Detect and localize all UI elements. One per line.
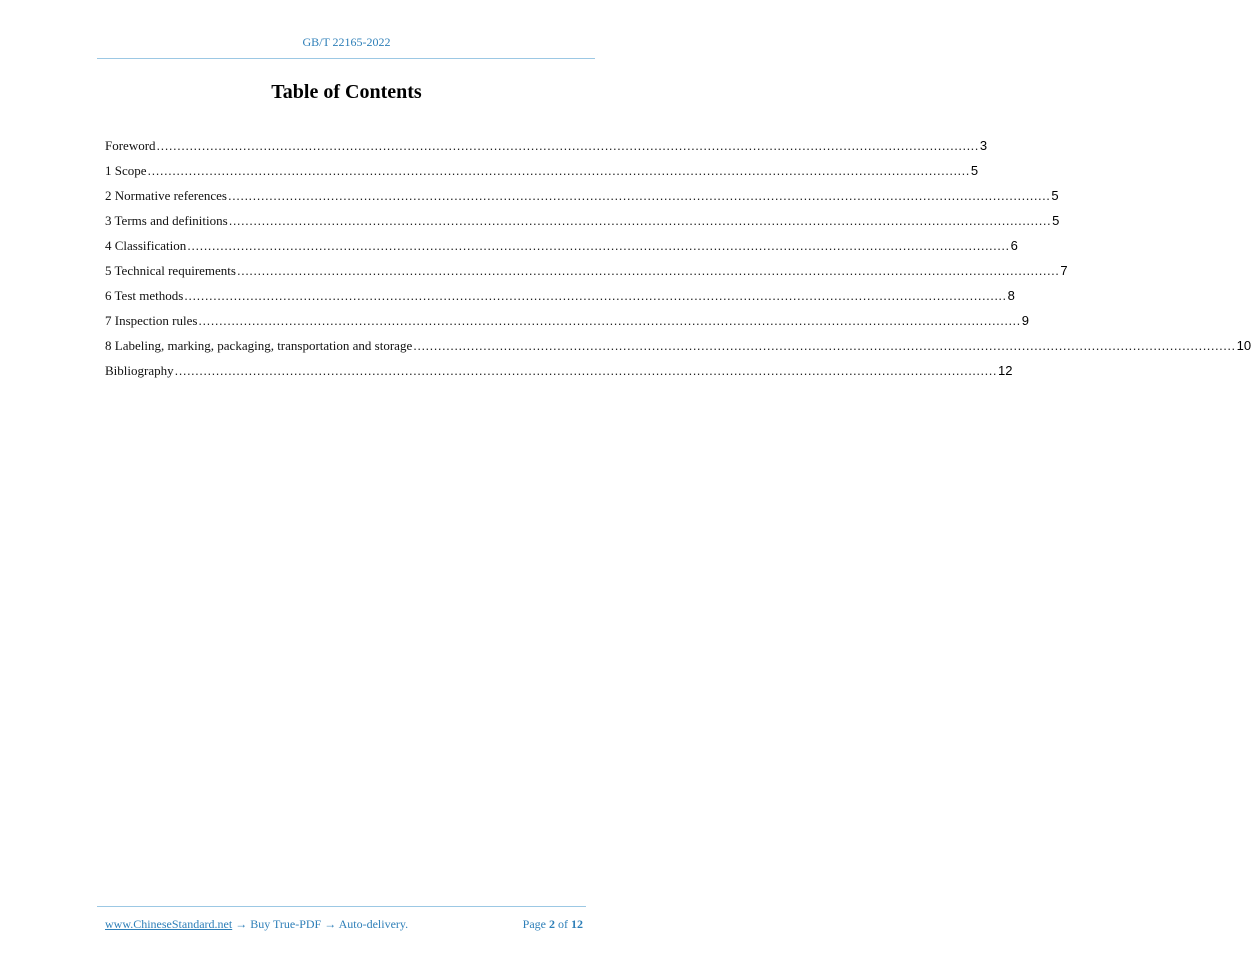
of-word: of: [558, 917, 568, 931]
dot-leader: ........................................................................................................................................................................................................: [184, 288, 1007, 303]
toc-entry-classification[interactable]: [105, 237, 1018, 262]
header-divider: [97, 58, 595, 59]
toc-entry-test-methods[interactable]: [105, 287, 1015, 312]
toc-entry-bibliography[interactable]: [105, 362, 1013, 387]
table-of-contents: [105, 137, 1251, 387]
toc-entry-label: Bibliography: [105, 363, 174, 378]
toc-entry-page: 9: [1021, 313, 1030, 328]
toc-entry-technical-requirements[interactable]: [105, 262, 1068, 287]
buy-true-pdf-text: Buy True-PDF: [250, 917, 322, 931]
toc-entry-label: Foreword: [105, 138, 156, 153]
toc-entry-page: 6: [1010, 238, 1018, 253]
total-pages: 12: [571, 917, 583, 931]
toc-entry-foreword[interactable]: [105, 137, 988, 162]
toc-entry-page: 10: [1236, 338, 1251, 353]
toc-entry-inspection-rules[interactable]: [105, 312, 1030, 337]
current-page: 2: [549, 917, 555, 931]
toc-entry-normative-references[interactable]: [105, 187, 1059, 212]
toc-entry-labeling[interactable]: [105, 337, 1251, 362]
site-link[interactable]: www.ChineseStandard.net: [105, 917, 233, 931]
footer-promo: [105, 917, 408, 932]
toc-entry-label: 3 Terms and definitions: [105, 213, 228, 228]
dot-leader: ........................................................................................................................................................................................................: [156, 138, 979, 153]
toc-entry-label: 1 Scope: [105, 163, 147, 178]
dot-leader: ........................................................................................................................................................................................................: [174, 363, 997, 378]
page-word: Page: [522, 917, 546, 931]
dot-leader: ........................................................................................................................................................................................................: [147, 163, 970, 178]
toc-entry-label: 2 Normative references: [105, 188, 227, 203]
toc-entry-page: 5: [1052, 213, 1060, 228]
toc-entry-page: 8: [1007, 288, 1015, 303]
toc-entry-label: 6 Test methods: [105, 288, 184, 303]
toc-entry-label: 8 Labeling, marking, packaging, transportation and storage: [105, 338, 413, 353]
toc-entry-page: 7: [1060, 263, 1068, 278]
page-number: [523, 917, 583, 932]
toc-entry-label: 5 Technical requirements: [105, 263, 236, 278]
page-title: Table of Contents: [271, 81, 422, 103]
auto-delivery-text: Auto-delivery.: [338, 917, 409, 931]
dot-leader: ........................................................................................................................................................................................................: [413, 338, 1236, 353]
dot-leader: ........................................................................................................................................................................................................: [187, 238, 1010, 253]
toc-entry-label: 4 Classification: [105, 238, 187, 253]
toc-entry-page: 12: [997, 363, 1013, 378]
toc-entry-terms-and-definitions[interactable]: [105, 212, 1060, 237]
arrow-right-icon: →: [235, 917, 248, 931]
page-footer: [105, 917, 583, 933]
dot-leader: ........................................................................................................................................................................................................: [236, 263, 1060, 278]
dot-leader: ........................................................................................................................................................................................................: [228, 188, 1051, 203]
toc-entry-page: 5: [970, 163, 979, 178]
toc-entry-label: 7 Inspection rules: [105, 313, 198, 328]
toc-entry-scope[interactable]: [105, 162, 979, 187]
toc-entry-page: 5: [1051, 188, 1059, 203]
footer-divider: [97, 906, 586, 907]
running-header: GB/T 22165-2022: [302, 35, 391, 49]
arrow-right-icon: →: [324, 917, 337, 931]
dot-leader: ........................................................................................................................................................................................................: [228, 213, 1052, 228]
dot-leader: ........................................................................................................................................................................................................: [198, 313, 1021, 328]
toc-entry-page: 3: [979, 138, 988, 153]
